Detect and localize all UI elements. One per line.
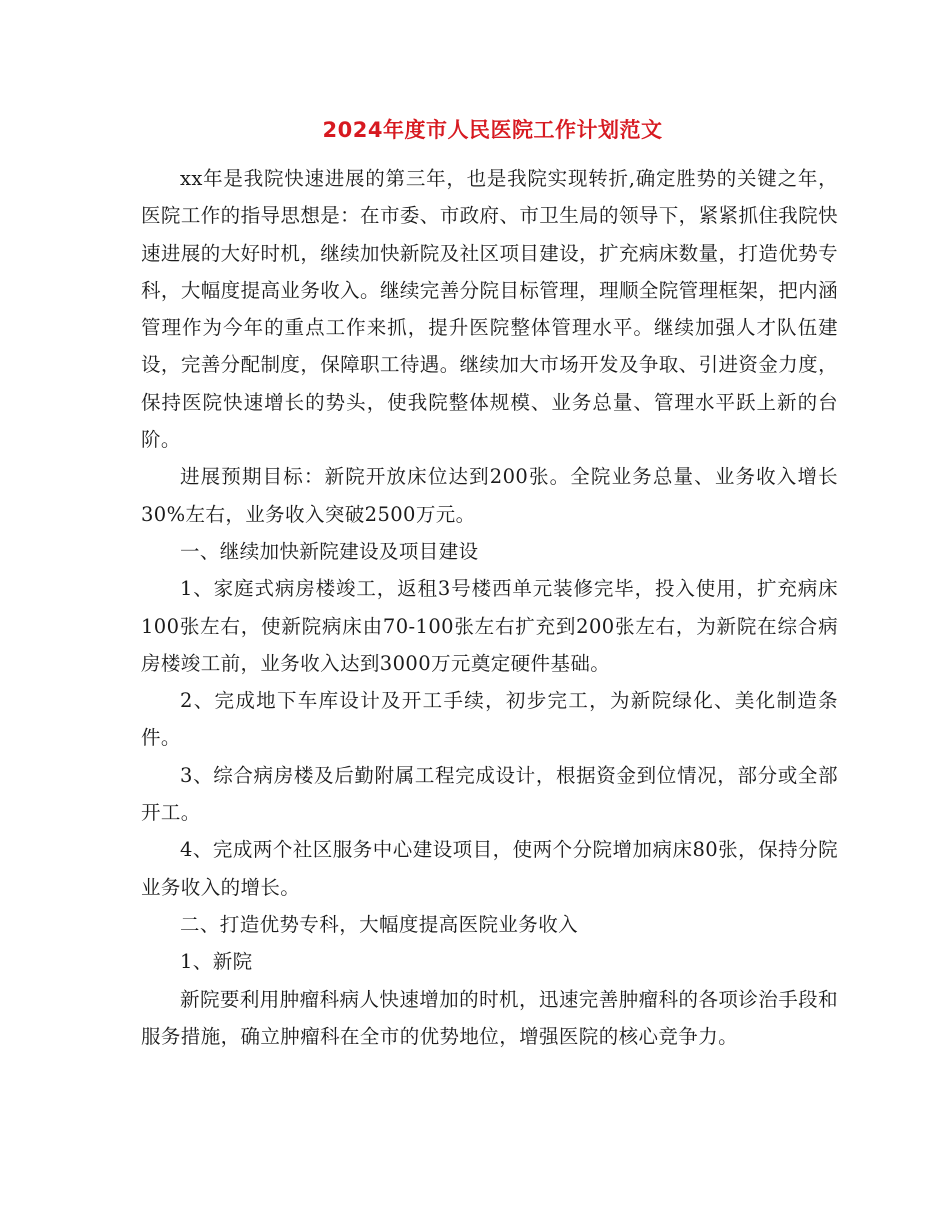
section-heading-1: 一、继续加快新院建设及项目建设: [180, 539, 479, 563]
paragraph-item-1-1: 1、家庭式病房楼竣工，返租3号楼西单元装修完毕，投入使用，扩充病床100张左右，使新院病床由70-100张左右扩充到200张左右，为新院在综合病房楼竣工前，业务收入达到3000万元奠定硬件基础。: [141, 577, 838, 675]
paragraph-item-1-2: 2、完成地下车库设计及开工手续，初步完工，为新院绿化、美化制造条件。: [141, 689, 838, 750]
section-heading-2: 二、打造优势专科，大幅度提高医院业务收入: [180, 912, 579, 936]
paragraph-goals: 进展预期目标：新院开放床位达到200张。全院业务总量、业务收入增长30%左右，业务收入突破2500万元。: [141, 465, 838, 526]
subsection-heading-2-1: 1、新院: [180, 950, 253, 974]
document-title: 2024年度市人民医院工作计划范文: [322, 118, 663, 142]
paragraph-item-1-4: 4、完成两个社区服务中心建设项目，使两个分院增加病床80张，保持分院业务收入的增长。: [141, 838, 838, 899]
paragraph-item-1-3: 3、综合病房楼及后勤附属工程完成设计，根据资金到位情况，部分或全部开工。: [141, 763, 838, 825]
paragraph-item-2-1: 新院要利用肿瘤科病人快速增加的时机，迅速完善肿瘤科的各项诊治手段和服务措施，确立肿瘤科在全市的优势地位，增强医院的核心竞争力。: [141, 987, 838, 1048]
paragraph-intro: xx年是我院快速进展的第三年，也是我院实现转折,确定胜势的关键之年，医院工作的指导思想是：在市委、市政府、市卫生局的领导下，紧紧抓住我院快速进展的大好时机，继续加快新院及社区项目建设，扩充病床数量，打造优势专科，大幅度提高业务收入。继续完善分院目标管理，理顺全院管理框架，把内涵管理作为今年的重点工作来抓，提升医院整体管理水平。继续加强人才队伍建设，完善分配制度，保障职工待遇。继续加大市场开发及争取、引进资金力度，保持医院快速增长的势头，使我院整体规模、业务总量、管理水平跃上新的台阶。: [141, 167, 838, 452]
